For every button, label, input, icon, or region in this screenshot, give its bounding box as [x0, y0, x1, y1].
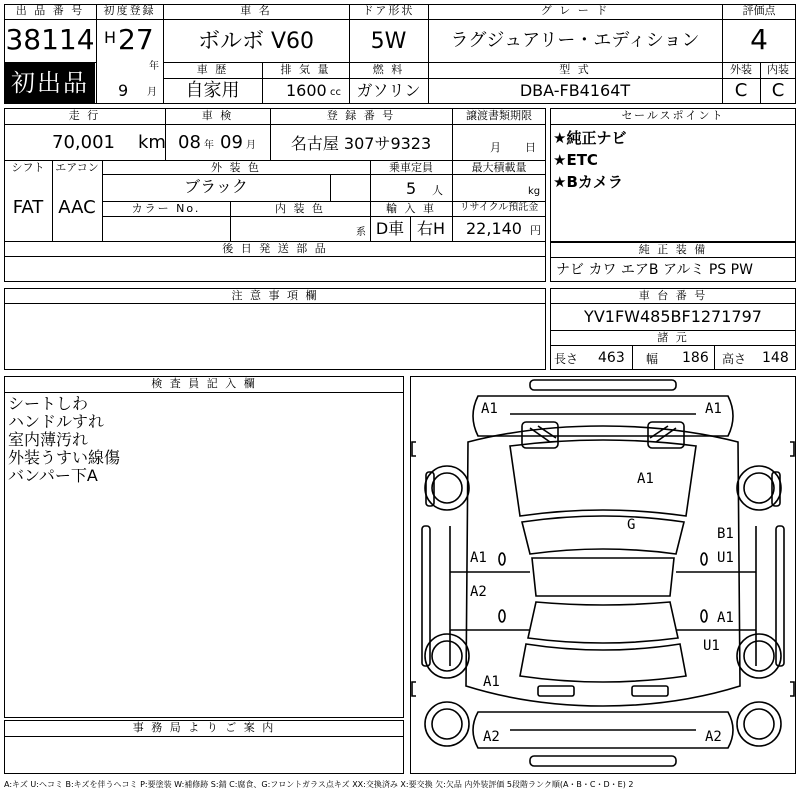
damage-mark-left-front-door: A1: [470, 550, 487, 566]
registration-year: 27: [118, 23, 154, 56]
displacement-unit: cc: [330, 87, 341, 98]
mileage: 70,001: [52, 132, 115, 153]
inspector-note: シートしわ: [8, 394, 89, 413]
registration-number: 名古屋 307サ9323: [290, 134, 432, 153]
registration-number-label: 登 録 番 号: [326, 109, 396, 122]
first-listing-badge: 初出品: [5, 63, 95, 103]
damage-mark-hood: A1: [637, 471, 654, 487]
interior-grade: C: [771, 80, 785, 101]
grade-label: グ レ ー ド: [540, 4, 610, 17]
transfer-day-unit: 日: [525, 141, 536, 154]
registration-month: 9: [118, 81, 129, 100]
history: 自家用: [185, 80, 240, 101]
interior-color-unit: 系: [356, 227, 366, 238]
damage-mark-rear-bumper-left: A2: [483, 729, 500, 745]
steering-side: 右H: [416, 219, 446, 238]
month-unit: 月: [147, 87, 157, 98]
air-conditioner: AAC: [58, 197, 96, 218]
specs-label: 諸 元: [657, 331, 689, 344]
damage-mark-rear-bumper-right: A2: [705, 729, 722, 745]
ac-label: エアコン: [55, 161, 99, 174]
displacement-label: 排 気 量: [280, 63, 331, 76]
year-unit: 年: [149, 61, 159, 72]
era: H: [104, 28, 117, 47]
score: 4: [750, 23, 768, 56]
car-name: ボルボ V60: [197, 29, 315, 54]
capacity-unit: 人: [432, 184, 443, 197]
model-label: 型 式: [559, 63, 591, 76]
notes-label: 注 意 事 項 欄: [231, 289, 319, 302]
height-label: 高さ: [722, 352, 747, 366]
damage-mark-right-rear-door: A1: [717, 610, 734, 626]
import-type: D車: [375, 219, 405, 238]
length: 463: [598, 350, 625, 366]
inspector-note: 室内薄汚れ: [8, 430, 89, 449]
inspection-month-unit: 月: [246, 140, 256, 151]
transfer-deadline-label: 譲渡書類期限: [466, 109, 532, 122]
damage-mark-right-rear-fender: U1: [703, 638, 720, 654]
length-label: 長さ: [554, 352, 579, 366]
mileage-unit: km: [138, 132, 166, 153]
later-parts-label: 後 日 発 送 部 品: [222, 242, 328, 255]
inspection-year-unit: 年: [204, 140, 214, 151]
sales-point: ★純正ナビ: [553, 129, 627, 147]
damage-mark-front-bumper-left: A1: [481, 401, 498, 417]
lot-number-label: 出 品 番 号: [15, 4, 85, 17]
height: 148: [762, 350, 789, 366]
history-label: 車 歴: [196, 63, 229, 76]
first-registration-label: 初度登録: [103, 4, 156, 17]
equipment-label: 純 正 装 備: [638, 243, 708, 256]
sales-point: ★Bカメラ: [553, 173, 623, 191]
fuel-label: 燃 料: [372, 63, 405, 76]
sales-point: ★ETC: [553, 151, 598, 169]
shift-label: シフト: [11, 161, 45, 174]
inspector-note: バンパー下A: [8, 466, 98, 485]
width: 186: [682, 350, 709, 366]
inspector-note: 外装うすい線傷: [8, 448, 121, 467]
grade: ラグジュアリー・エディション: [450, 30, 700, 51]
sales-points-label: セールスポイント: [621, 109, 725, 122]
damage-mark-left-rear-door: A2: [470, 584, 487, 600]
fuel: ガソリン: [356, 81, 421, 100]
inspection-month: 09: [220, 132, 243, 153]
legend: A:キズ U:ヘコミ B:キズを伴うヘコミ P:要塗装 W:補修跡 S:錆 C:腐食、G:フロントガラス点キズ XX:交換済み X:要交換 欠:欠品 内外装評価 5段階ランク順(A・B・C・D・E) 2: [4, 780, 634, 789]
score-label: 評価点: [742, 4, 776, 17]
damage-mark-front-bumper-right: A1: [705, 401, 722, 417]
inspection-year: 08: [178, 132, 201, 153]
transfer-month-unit: 月: [490, 141, 501, 154]
recycle-unit: 円: [530, 224, 541, 237]
interior-label: 内装: [767, 63, 789, 76]
color-number-label: カラー No.: [131, 202, 201, 215]
model-code: DBA-FB4164T: [519, 81, 631, 100]
inspector-label: 検 査 員 記 入 欄: [151, 377, 257, 390]
recycle-label: リサイクル預託金: [459, 202, 539, 213]
door-type: 5W: [370, 29, 407, 54]
inspection-label: 車 検: [201, 109, 234, 122]
chassis-number: YV1FW485BF1271797: [584, 307, 762, 326]
damage-mark-roof: G: [627, 517, 636, 533]
capacity-label: 乗車定員: [389, 161, 433, 174]
import-label: 輸 入 車: [386, 202, 436, 215]
equipment: ナビ カワ エアB アルミ PS PW: [556, 262, 753, 278]
office-label: 事 務 局 よ り ご 案 内: [132, 721, 276, 734]
damage-mark-right-front-door: B1: [717, 526, 734, 542]
chassis-number-label: 車 台 番 号: [638, 289, 708, 302]
car-damage-diagram: [410, 376, 796, 774]
recycle-fee: 22,140: [466, 219, 522, 238]
car-name-label: 車 名: [240, 4, 272, 17]
lot-number: 38114: [5, 23, 95, 56]
interior-color-label: 内 装 色: [275, 202, 325, 215]
max-load-unit: kg: [528, 186, 541, 197]
exterior-color: ブラック: [184, 177, 248, 196]
width-label: 幅: [646, 352, 659, 366]
max-load-label: 最大積載量: [471, 161, 527, 174]
mileage-label: 走 行: [68, 109, 101, 122]
door-label: ドア形状: [362, 4, 415, 17]
damage-mark-right-front-door-dent: U1: [717, 550, 734, 566]
damage-mark-left-rear-fender: A1: [483, 674, 500, 690]
capacity: 5: [406, 179, 417, 198]
shift: FAT: [12, 197, 44, 218]
inspector-note: ハンドルすれ: [8, 412, 105, 431]
exterior-label: 外装: [730, 63, 752, 76]
displacement: 1600: [286, 81, 327, 100]
exterior-grade: C: [734, 80, 748, 101]
exterior-color-label: 外 装 色: [211, 161, 261, 174]
